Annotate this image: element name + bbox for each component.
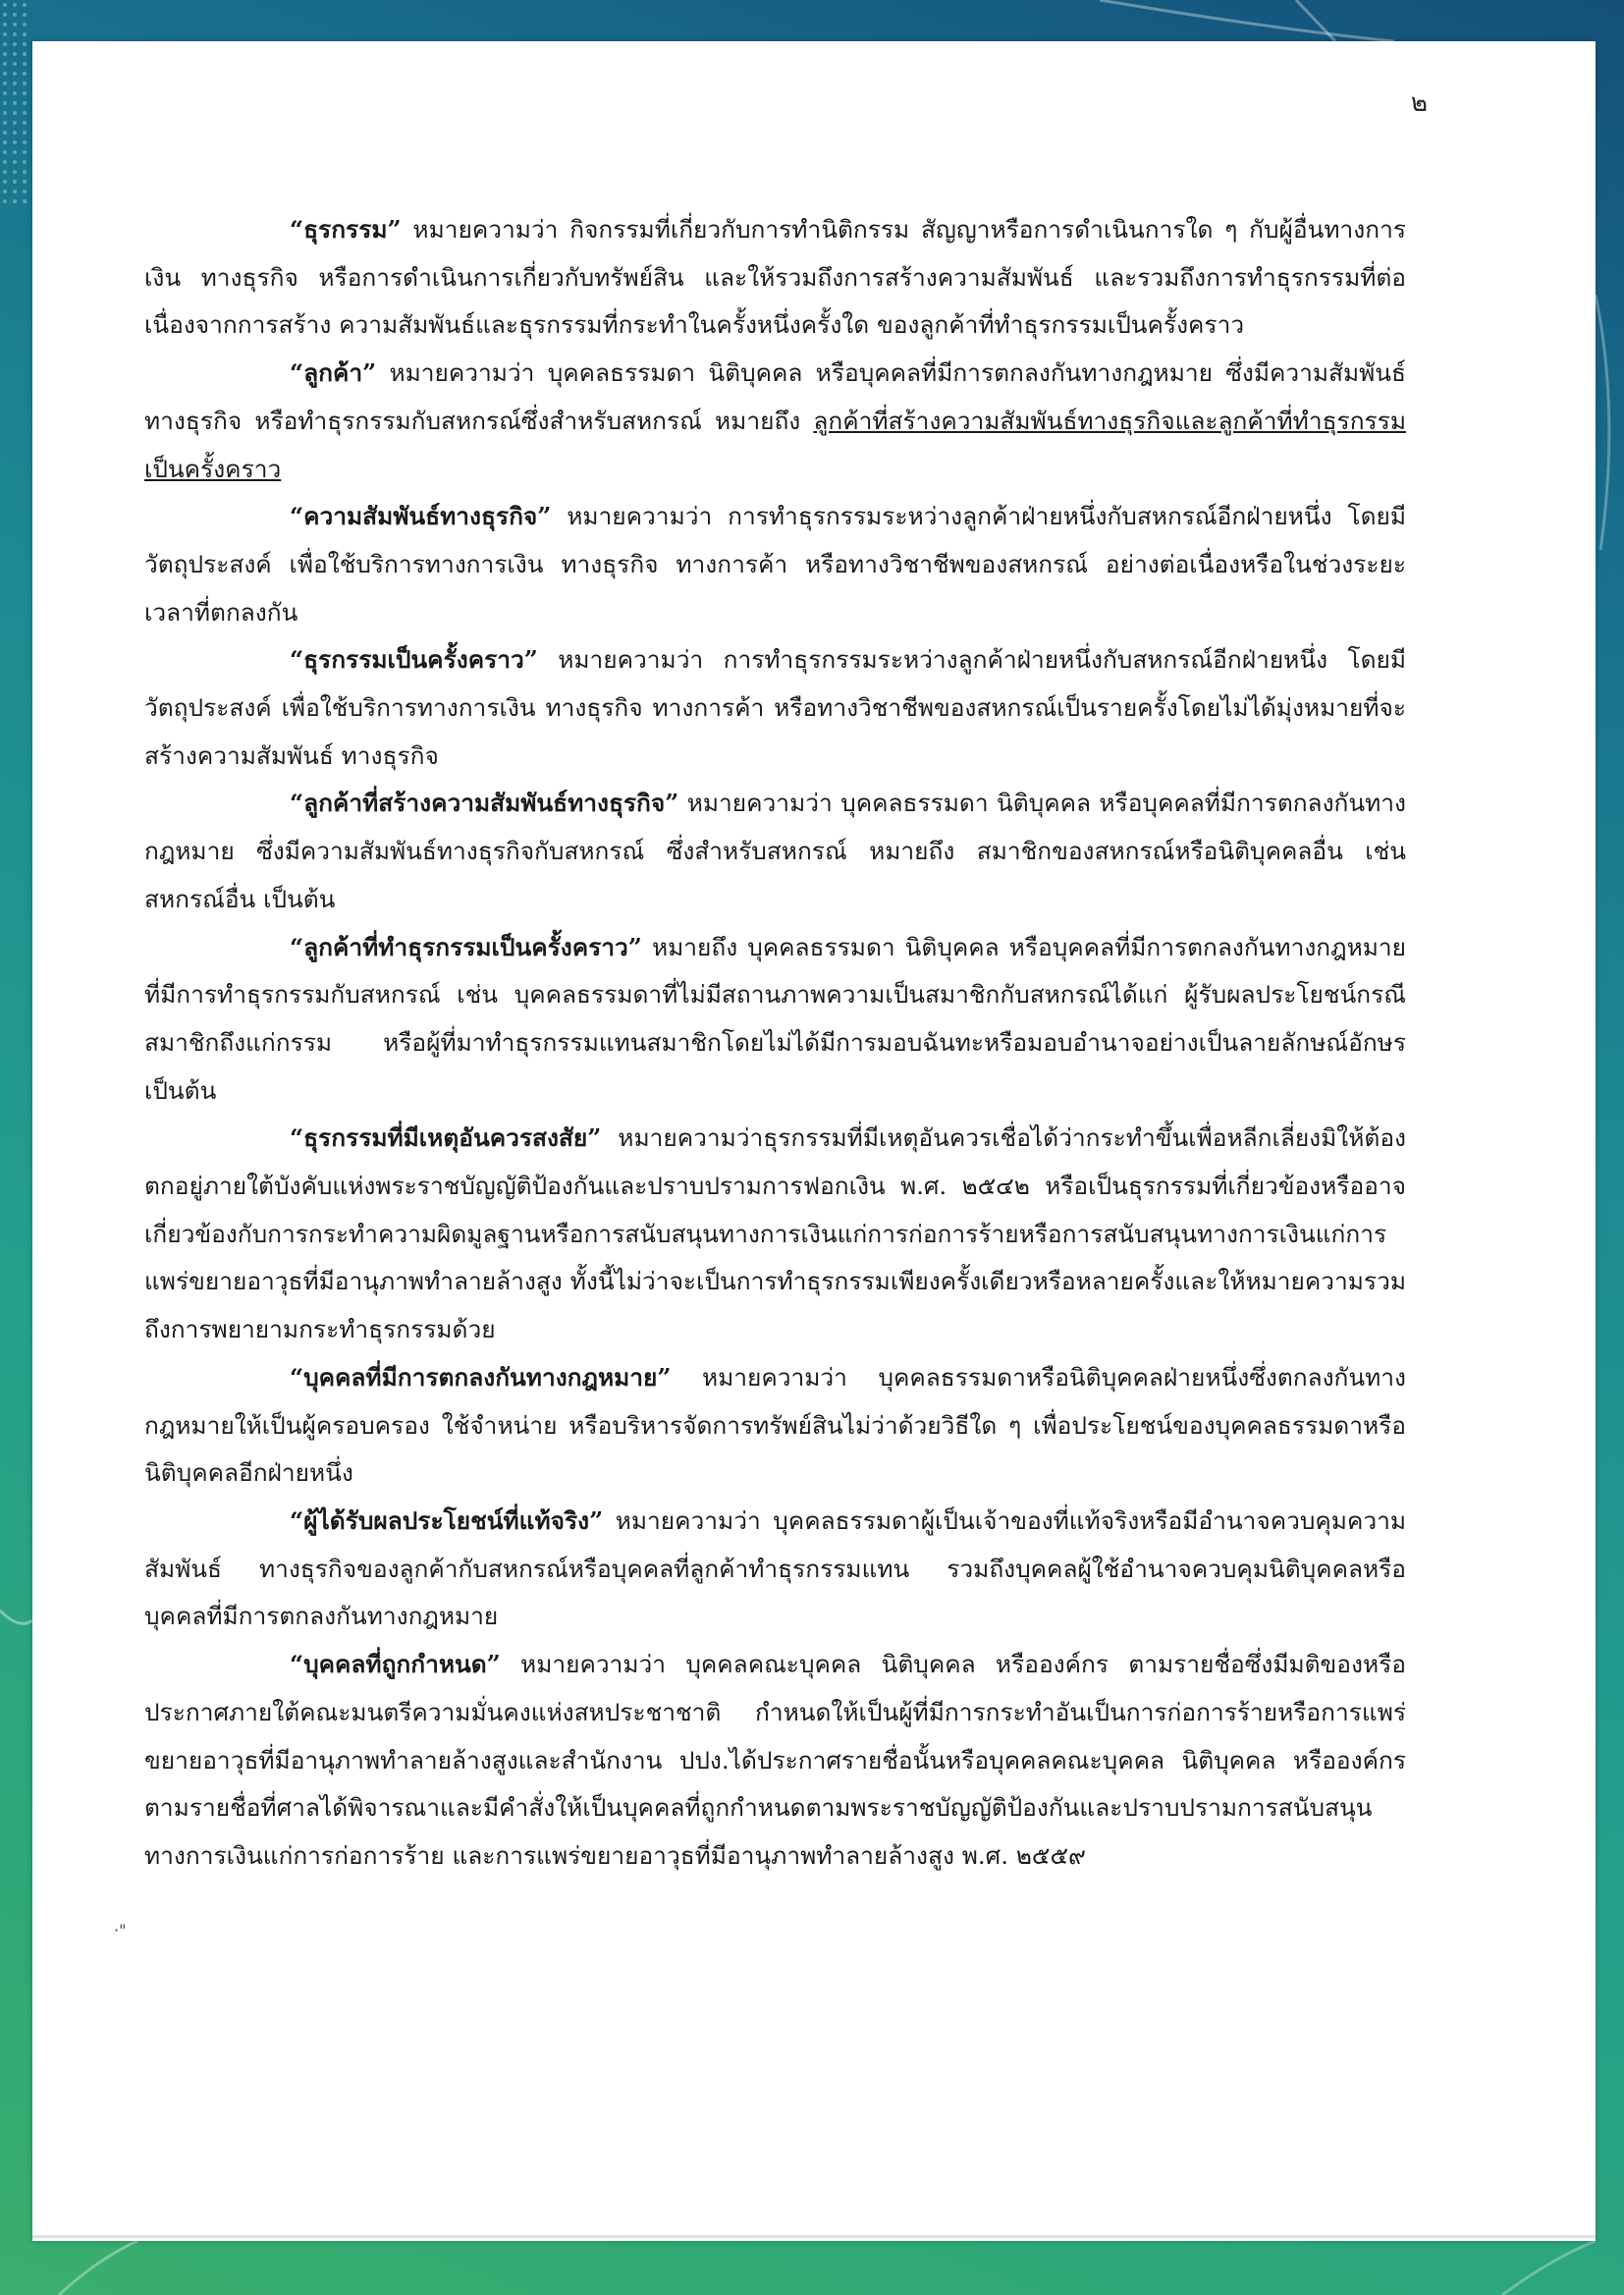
definition-paragraph <box>144 1641 1406 1881</box>
definition-paragraph <box>144 1115 1406 1354</box>
definition-term: “ธุรกรรมที่มีเหตุอันควรสงสัย” <box>290 1123 602 1153</box>
definition-paragraph <box>144 1498 1406 1641</box>
definition-paragraph <box>144 636 1406 780</box>
definition-term: “ลูกค้า” <box>290 358 377 388</box>
definition-text: หมายความว่า บุคคลธรรมดาหรือนิติบุคคลฝ่ายหนึ่งซึ่งตกลงกันทางกฎหมายให้เป็นผู้ครอบครอง ใช้จำหน่าย หรือบริหารจัดการทรัพย์สินไม่ว่าด้วยวิธีใด ๆ เพื่อประโยชน์ของบุคคลธรรมดาหรือนิติบุคคลอีกฝ่ายหนึ่ง <box>144 1362 1406 1488</box>
definition-term: “ธุรกรรม” <box>290 215 402 244</box>
definition-underlined-text: ลูกค้าที่สร้างความสัมพันธ์ทางธุรกิจและลูกค้าที่ทำธุรกรรมเป็นครั้งคราว <box>144 406 1406 483</box>
definition-paragraph <box>144 206 1406 350</box>
definition-paragraph <box>144 924 1406 1116</box>
definition-text: หมายความว่าธุรกรรมที่มีเหตุอันควรเชื่อได้ว่ากระทำขึ้นเพื่อหลีกเลี่ยงมิให้ต้องตกอยู่ภายใต้บังคับแห่งพระราชบัญญัติป้องกันและปราบปรามการฟอกเงิน พ.ศ. ๒๕๔๒ หรือเป็นธุรกรรมที่เกี่ยวข้องหรืออาจเกี่ยวข้องกับการกระทำความผิดมูลฐานหรือการสนับสนุนทางการเงินแก่การก่อการร้ายหรือการสนับสนุนทางการเงินแก่การแพร่ขยายอาวุธที่มีอานุภาพทำลายล้างสูง ทั้งนี้ไม่ว่าจะเป็นการทำธุรกรรมเพียงครั้งเดียวหรือหลายครั้งและให้หมายความรวมถึงการพยายามกระทำธุรกรรมด้วย <box>144 1123 1406 1344</box>
definition-text: หมายความว่า บุคคลธรรมดาผู้เป็นเจ้าของที่แท้จริงหรือมีอำนาจควบคุมความสัมพันธ์ ทางธุรกิจของลูกค้ากับสหกรณ์หรือบุคคลที่ลูกค้าทำธุรกรรมแทน รวมถึงบุคคลผู้ใช้อำนาจควบคุมนิติบุคคลหรือบุคคลที่มีการตกลงกันทางกฎหมาย <box>144 1505 1406 1631</box>
definition-text: หมายความว่า การทำธุรกรรมระหว่างลูกค้าฝ่ายหนึ่งกับสหกรณ์อีกฝ่ายหนึ่ง โดยมีวัตถุประสงค์ เพื่อใช้บริการทางการเงิน ทางธุรกิจ ทางการค้า หรือทางวิชาชีพของสหกรณ์ อย่างต่อเนื่องหรือในช่วงระยะเวลาที่ตกลงกัน <box>144 502 1406 627</box>
definition-paragraph <box>144 350 1406 493</box>
definition-term: “ลูกค้าที่ทำธุรกรรมเป็นครั้งคราว” <box>290 932 642 961</box>
definition-term: “ความสัมพันธ์ทางธุรกิจ” <box>290 502 552 531</box>
definition-text: หมายความว่า บุคคลคณะบุคคล นิติบุคคล หรือองค์กร ตามรายชื่อซึ่งมีมติของหรือประกาศภายใต้คณะมนตรีความมั่นคงแห่งสหประชาชาติ กำหนดให้เป็นผู้ที่มีการกระทำอันเป็นการก่อการร้ายหรือการแพร่ขยายอาวุธที่มีอานุภาพทำลายล้างสูงและสำนักงาน ปปง.ได้ประกาศรายชื่อนั้นหรือบุคคลคณะบุคคล นิติบุคคล หรือองค์กรตามรายชื่อที่ศาลได้พิจารณาและมีคำสั่งให้เป็นบุคคลที่ถูกกำหนดตามพระราชบัญญัติป้องกันและปราบปรามการสนับสนุนทางการเงินแก่การก่อการร้าย และการแพร่ขยายอาวุธที่มีอานุภาพทำลายล้างสูง พ.ศ. ๒๕๕๙ <box>144 1650 1406 1870</box>
definition-term: “บุคคลที่มีการตกลงกันทางกฎหมาย” <box>290 1362 672 1392</box>
definitions-body <box>144 206 1406 1881</box>
definition-text: หมายถึง บุคคลธรรมดา นิติบุคคล หรือบุคคลที่มีการตกลงกันทางกฎหมายที่มีการทำธุรกรรมกับสหกรณ์ เช่น บุคคลธรรมดาที่ไม่มีสถานภาพความเป็นสมาชิกกับสหกรณ์ได้แก่ ผู้รับผลประโยชน์กรณีสมาชิกถึงแก่กรรม หรือผู้ที่มาทำธุรกรรมแทนสมาชิกโดยไม่ได้มีการมอบฉันทะหรือมอบอำนาจอย่างเป็นลายลักษณ์อักษร เป็นต้น <box>144 932 1406 1105</box>
definition-term: “ธุรกรรมเป็นครั้งคราว” <box>290 645 538 675</box>
definition-text: หมายความว่า บุคคลธรรมดา นิติบุคคล หรือบุคคลที่มีการตกลงกันทางกฎหมาย ซึ่งมีความสัมพันธ์ทางธุรกิจ หรือทำธุรกรรมกับสหกรณ์ซึ่งสำหรับสหกรณ์ หมายถึง <box>144 358 1406 435</box>
definition-paragraph <box>144 780 1406 923</box>
definition-term: “ลูกค้าที่สร้างความสัมพันธ์ทางธุรกิจ” <box>290 789 679 818</box>
definition-paragraph <box>144 1354 1406 1498</box>
definition-term: “บุคคลที่ถูกกำหนด” <box>290 1650 501 1679</box>
margin-mark: ·" <box>114 1921 127 1940</box>
definition-term: “ผู้ได้รับผลประโยชน์ที่แท้จริง” <box>290 1505 604 1535</box>
definition-text: หมายความว่า กิจกรรมที่เกี่ยวกับการทำนิติกรรม สัญญาหรือการดำเนินการใด ๆ กับผู้อื่นทางการเงิน ทางธุรกิจ หรือการดำเนินการเกี่ยวกับทรัพย์สิน และให้รวมถึงการสร้างความสัมพันธ์ และรวมถึงการทำธุรกรรมที่ต่อเนื่องจากการสร้าง ความสัมพันธ์และธุรกรรมที่กระทำในครั้งหนึ่งครั้งใด ของลูกค้าที่ทำธุรกรรมเป็นครั้งคราว <box>144 215 1406 340</box>
page-number: ๒ <box>1410 88 1428 118</box>
definition-paragraph <box>144 493 1406 636</box>
definition-text: หมายความว่า บุคคลธรรมดา นิติบุคคล หรือบุคคลที่มีการตกลงกันทางกฎหมาย ซึ่งมีความสัมพันธ์ทางธุรกิจกับสหกรณ์ ซึ่งสำหรับสหกรณ์ หมายถึง สมาชิกของสหกรณ์หรือนิติบุคคลอื่น เช่น สหกรณ์อื่น เป็นต้น <box>144 789 1406 913</box>
page-bottom-edge <box>32 2235 1596 2238</box>
definition-text: หมายความว่า การทำธุรกรรมระหว่างลูกค้าฝ่ายหนึ่งกับสหกรณ์อีกฝ่ายหนึ่ง โดยมีวัตถุประสงค์ เพื่อใช้บริการทางการเงิน ทางธุรกิจ ทางการค้า หรือทางวิชาชีพของสหกรณ์เป็นรายครั้งโดยไม่ได้มุ่งหมายที่จะสร้างความสัมพันธ์ ทางธุรกิจ <box>144 645 1406 770</box>
